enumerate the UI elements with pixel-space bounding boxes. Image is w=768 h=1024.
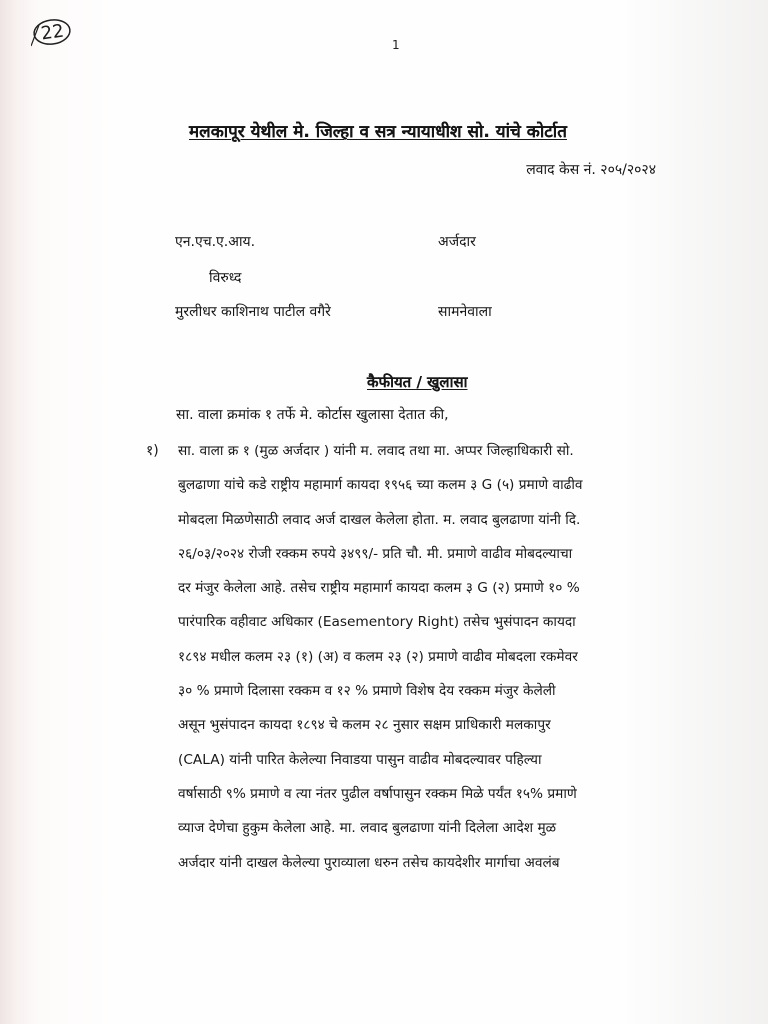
case-number: लवाद केस नं. २०५/२०२४ xyxy=(526,162,656,178)
folio-stamp xyxy=(31,17,73,48)
paragraph-line: बुलढाणा यांचे कडे राष्ट्रीय महामार्ग कायदा १९५६ च्या कलम ३ G (५) प्रमाणे वाढीव xyxy=(178,477,583,494)
folio-number: 22 xyxy=(39,20,66,45)
paragraph-line: व्याज देणेचा हुकुम केलेला आहे. मा. लवाद बुलढाणा यांनी दिलेला आदेश मुळ xyxy=(178,820,557,837)
paragraph-line: पारंपारिक वहीवाट अधिकार (Easementory Right) तसेच भुसंपादन कायदा xyxy=(178,614,576,631)
paragraph-line: १८९४ मधील कलम २३ (१) (अ) व कलम २३ (२) प्रमाणे वाढीव मोबदला रकमेवर xyxy=(178,648,578,665)
page-number: 1 xyxy=(392,38,400,52)
paragraph-line: असून भुसंपादन कायदा १८९४ चे कलम २८ नुसार सक्षम प्राधिकारी मलकापुर xyxy=(178,717,551,734)
paragraph-line: ३० % प्रमाणे दिलासा रक्कम व १२ % प्रमाणे विशेष देय रक्कम मंजुर केलेली xyxy=(178,683,556,700)
intro-statement: सा. वाला क्रमांक १ तर्फे मे. कोर्टास खुलासा देतात की, xyxy=(176,407,449,423)
paragraph-line: (CALA) यांनी पारित केलेल्या निवाडया पासुन वाढीव मोबदल्यावर पहिल्या xyxy=(178,751,542,768)
paragraph-line: मोबदला मिळणेसाठी लवाद अर्ज दाखल केलेला होता. म. लवाद बुलढाणा यांनी दि. xyxy=(178,511,581,528)
court-heading: मलकापूर येथील मे. जिल्हा व सत्र न्यायाधीश सो. यांचे कोर्टात xyxy=(189,122,567,142)
paragraph-line: वर्षासाठी ९% प्रमाणे व त्या नंतर पुढील वर्षापासुन रक्कम मिळे पर्यंत १५% प्रमाणे xyxy=(178,785,577,802)
versus-label: विरुध्द xyxy=(209,270,242,286)
paragraph-line: अर्जदार यांनी दाखल केलेल्या पुराव्याला धरुन तसेच कायदेशीर मार्गाचा अवलंब xyxy=(178,854,560,871)
respondent-name: मुरलीधर काशिनाथ पाटील वगैरे xyxy=(175,304,331,320)
paragraph-line: २६/०३/२०२४ रोजी रक्कम रुपये ३४९९/- प्रति चौ. मी. प्रमाणे वाढीव मोबदल्याचा xyxy=(178,545,573,562)
paragraph-body xyxy=(178,434,660,880)
paragraph-line: सा. वाला क्र १ (मुळ अर्जदार ) यांनी म. लवाद तथा मा. अप्पर जिल्हाधिकारी सो. xyxy=(178,443,574,459)
paragraph-number: १) xyxy=(146,443,159,459)
paragraph-line: दर मंजुर केलेला आहे. तसेच राष्ट्रीय महामार्ग कायदा कलम ३ G (२) प्रमाणे १० % xyxy=(178,580,580,597)
applicant-name: एन.एच.ए.आय. xyxy=(175,234,256,250)
respondent-role: सामनेवाला xyxy=(438,304,492,320)
applicant-role: अर्जदार xyxy=(438,234,476,250)
section-heading: कैफीयत / खुलासा xyxy=(367,373,468,391)
